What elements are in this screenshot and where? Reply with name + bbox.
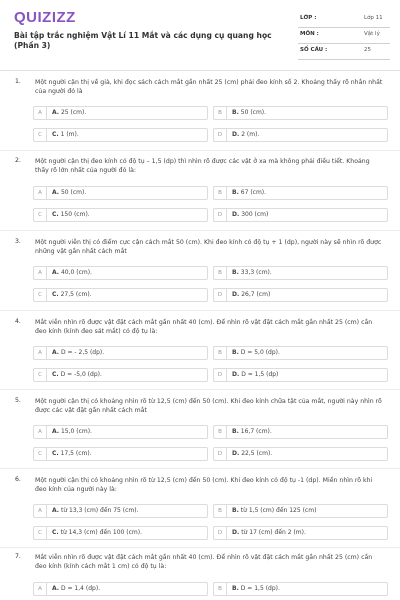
option-d[interactable] — [213, 128, 388, 142]
option-letter: A — [34, 107, 47, 119]
option-text: 300 (cm) — [241, 211, 269, 218]
question-divider — [0, 547, 400, 548]
worksheet-header — [0, 0, 400, 62]
option-letter: C — [34, 129, 47, 141]
option-a[interactable] — [33, 186, 208, 200]
option-letter: B — [214, 107, 227, 119]
option-key: C. — [52, 529, 59, 536]
question-number: 5. — [15, 397, 21, 404]
option-key: D. — [232, 291, 240, 298]
question-text: Một người cận thị có khoảng nhìn rõ từ 12,5 (cm) đến 50 (cm). Khi đeo kính chữa tật của mắt, người này nhìn rõ được các vật đặt gần nhất cách mắt — [35, 398, 382, 414]
option-key: B. — [232, 109, 239, 116]
option-b[interactable] — [213, 266, 388, 280]
option-b[interactable] — [213, 504, 388, 518]
option-letter: D — [214, 209, 227, 221]
question-number: 6. — [15, 476, 21, 483]
option-text: 25 (cm). — [60, 109, 87, 116]
question-text: Một người cận thị đeo kính có độ tụ – 1,5 (dp) thì nhìn rõ được các vật ở xa mà không phải điều tiết. Khoảng thấy rõ lớn nhất của người đó là: — [35, 158, 370, 174]
option-text: 26,7 (cm) — [241, 291, 271, 298]
option-text: từ 17 (cm) đến 2 (m). — [241, 529, 306, 536]
option-key: A. — [52, 269, 60, 276]
header-divider — [0, 70, 400, 71]
option-letter: C — [34, 369, 47, 381]
question-divider — [0, 150, 400, 151]
question-divider — [0, 310, 400, 311]
option-text: 15,0 (cm). — [60, 428, 92, 435]
option-text: D = 1,4 (dp). — [60, 585, 101, 592]
option-key: D. — [232, 371, 240, 378]
option-c[interactable] — [33, 288, 208, 302]
meta-label: MÔN : — [300, 31, 319, 37]
question-divider — [0, 230, 400, 231]
option-c[interactable] — [33, 368, 208, 382]
option-key: C. — [52, 211, 59, 218]
option-letter: B — [214, 505, 227, 517]
option-d[interactable] — [213, 288, 388, 302]
option-text: 40,0 (cm). — [60, 269, 92, 276]
option-text: D = 1,5 (dp). — [240, 585, 280, 592]
option-text: từ 1,5 (cm) đến 125 (cm) — [240, 507, 317, 514]
option-b[interactable] — [213, 346, 388, 360]
option-letter: C — [34, 209, 47, 221]
option-text: 16,7 (cm). — [240, 428, 272, 435]
option-c[interactable] — [33, 128, 208, 142]
option-key: B. — [232, 189, 239, 196]
option-c[interactable] — [33, 208, 208, 222]
option-text: D = -5,0 (dp). — [60, 371, 102, 378]
option-text: từ 14,3 (cm) đến 100 (cm). — [60, 529, 142, 536]
option-key: A. — [52, 428, 60, 435]
option-b[interactable] — [213, 106, 388, 120]
option-d[interactable] — [213, 368, 388, 382]
option-b[interactable] — [213, 186, 388, 200]
option-letter: B — [214, 267, 227, 279]
question-text: Mắt viễn nhìn rõ được vật đặt cách mắt gần nhất 40 (cm). Để nhìn rõ vật đặt cách mắt gần nhất 25 (cm) cần đeo kính (kính cách mắt 1 cm) có độ tụ là: — [35, 554, 373, 570]
question-number: 4. — [15, 318, 21, 325]
option-key: A. — [52, 349, 60, 356]
option-c[interactable] — [33, 447, 208, 461]
option-key: C. — [52, 291, 59, 298]
option-text: D = 5,0 (dp). — [240, 349, 280, 356]
meta-row-subject — [298, 28, 390, 44]
option-letter: A — [34, 426, 47, 438]
option-letter: C — [34, 527, 47, 539]
option-letter: D — [214, 369, 227, 381]
question-number: 3. — [15, 238, 21, 245]
meta-row-class — [298, 12, 390, 28]
option-letter: A — [34, 583, 47, 595]
option-text: 1 (m). — [60, 131, 79, 138]
option-text: 27,5 (cm). — [60, 291, 92, 298]
option-d[interactable] — [213, 526, 388, 540]
option-letter: A — [34, 187, 47, 199]
worksheet-title: Bài tập trắc nghiệm Vật Lí 11 Mắt và các dụng cụ quang học (Phần 3) — [14, 31, 272, 50]
option-key: A. — [52, 189, 60, 196]
option-key: D. — [232, 131, 240, 138]
meta-label: LỚP : — [300, 15, 317, 21]
question-text: Một người cận thị về già, khi đọc sách cách mắt gần nhất 25 (cm) phải đeo kính số 2. Khoảng thấy rõ nhắn nhất của người đó là — [35, 79, 383, 95]
meta-label: SỐ CÂU : — [300, 47, 328, 53]
option-text: từ 13,3 (cm) đến 75 (cm). — [60, 507, 139, 514]
option-text: 50 (cm). — [240, 109, 267, 116]
option-letter: B — [214, 347, 227, 359]
option-letter: D — [214, 448, 227, 460]
option-text: D = - 2,5 (dp). — [60, 349, 105, 356]
option-a[interactable] — [33, 346, 208, 360]
question-number: 7. — [15, 553, 21, 560]
option-letter: C — [34, 289, 47, 301]
meta-value: Vật lý — [364, 31, 380, 37]
option-a[interactable] — [33, 425, 208, 439]
option-letter: D — [214, 129, 227, 141]
option-b[interactable] — [213, 582, 388, 596]
option-key: C. — [52, 450, 59, 457]
option-key: C. — [52, 371, 59, 378]
meta-value: Lớp 11 — [364, 15, 383, 21]
question-text: Một người cận thị có khoảng nhìn rõ từ 12,5 (cm) đến 50 (cm). Khi đeo kính có độ tụ -1 (dp). Miền nhìn rõ khi đeo kính của người này là: — [35, 477, 373, 493]
option-letter: A — [34, 267, 47, 279]
option-d[interactable] — [213, 447, 388, 461]
option-key: B. — [232, 507, 239, 514]
question-number: 1. — [15, 78, 21, 85]
option-c[interactable] — [33, 526, 208, 540]
option-a[interactable] — [33, 582, 208, 596]
option-letter: C — [34, 448, 47, 460]
option-text: 33,3 (cm). — [240, 269, 272, 276]
option-key: C. — [52, 131, 59, 138]
option-key: B. — [232, 428, 239, 435]
quizizz-logo: QUIZIZZ — [14, 9, 76, 26]
option-key: A. — [52, 585, 60, 592]
option-key: B. — [232, 269, 239, 276]
option-a[interactable] — [33, 266, 208, 280]
meta-value: 25 — [364, 47, 371, 53]
option-key: B. — [232, 349, 239, 356]
question-divider — [0, 389, 400, 390]
option-key: D. — [232, 529, 240, 536]
question-text: Một người viễn thị có điểm cực cận cách mắt 50 (cm). Khi đeo kính có độ tụ + 1 (dp), người này sẽ nhìn rõ được những vật gần nhất cách mắt — [35, 239, 382, 255]
option-key: D. — [232, 450, 240, 457]
option-letter: B — [214, 187, 227, 199]
question-number: 2. — [15, 157, 21, 164]
option-text: 150 (cm). — [60, 211, 90, 218]
option-letter: B — [214, 426, 227, 438]
question-divider — [0, 468, 400, 469]
option-key: D. — [232, 211, 240, 218]
option-letter: B — [214, 583, 227, 595]
option-text: 22,5 (cm). — [241, 450, 273, 457]
option-key: A. — [52, 109, 60, 116]
option-a[interactable] — [33, 106, 208, 120]
option-letter: D — [214, 289, 227, 301]
option-d[interactable] — [213, 208, 388, 222]
option-text: 2 (m). — [241, 131, 260, 138]
option-b[interactable] — [213, 425, 388, 439]
option-letter: D — [214, 527, 227, 539]
option-text: 67 (cm). — [240, 189, 267, 196]
option-a[interactable] — [33, 504, 208, 518]
option-text: 17,5 (cm). — [60, 450, 92, 457]
question-text: Mắt viễn nhìn rõ được vật đặt cách mắt gần nhất 40 (cm). Để nhìn rõ vật đặt cách mắt gần nhất 25 (cm) cần đeo kính (kính đeo sát mắt) có độ tụ là: — [35, 319, 373, 335]
option-text: D = 1,5 (dp) — [241, 371, 279, 378]
option-letter: A — [34, 347, 47, 359]
option-key: B. — [232, 585, 239, 592]
option-text: 50 (cm). — [60, 189, 87, 196]
meta-row-count — [298, 44, 390, 60]
option-letter: A — [34, 505, 47, 517]
option-key: A. — [52, 507, 60, 514]
